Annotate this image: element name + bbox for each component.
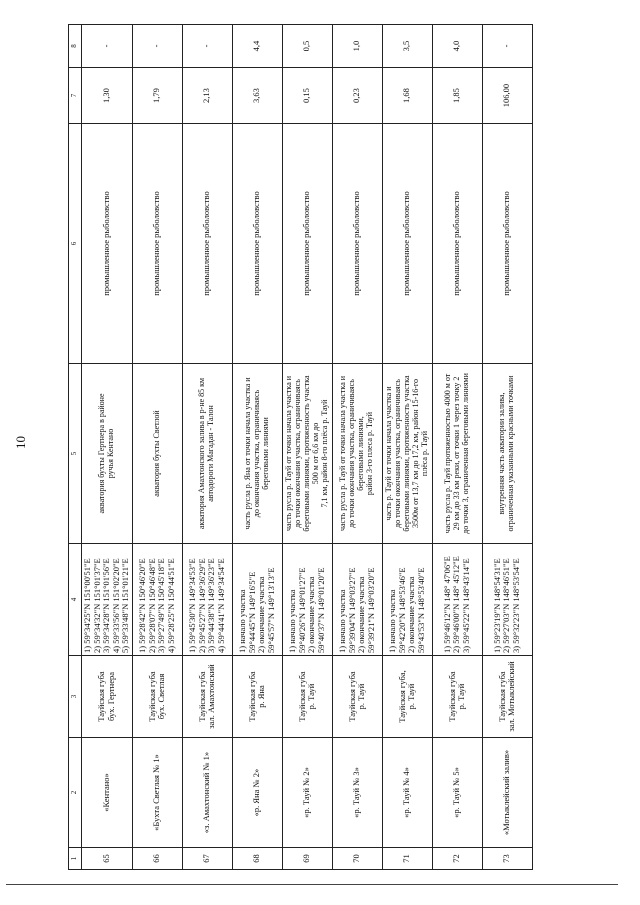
site-location-line: бух. Светлая	[156, 673, 167, 720]
site-name: «Бухта Светлая № 1»	[132, 738, 182, 848]
site-area: 1,79	[132, 68, 182, 124]
site-coordinates-line: 1) 59°45'30"N 149°34'53"E	[187, 558, 198, 653]
site-coordinates	[482, 544, 532, 656]
site-location-line: Тауйская губа	[446, 671, 457, 722]
site-coordinates-line: 2) 59°27'03"N 148°46'51"E	[501, 558, 512, 653]
site-description-line: 29 км до 33 км реки, от точки 1 через точку 2	[451, 376, 461, 531]
site-description-line: береговыми линиями,	[356, 416, 366, 491]
table-row	[132, 25, 182, 870]
site-purpose: промышленное рыболовство	[182, 124, 232, 364]
site-coordinates-line: 59°43'53"N 148°53'40"E	[415, 567, 426, 653]
site-description-line: часть русла р. Тауй протяженностью 4000 м от	[442, 373, 452, 534]
site-location	[82, 656, 133, 738]
site-coordinates-line: 4) 59°28'25"N 150°44'51"E	[165, 558, 176, 653]
site-coordinates-line: 2) окончание участка	[406, 576, 417, 653]
site-coordinates-line: 1) начало участка	[387, 589, 398, 653]
site-length: 1,0	[332, 25, 382, 68]
site-area: 0,23	[332, 68, 382, 124]
site-name: «р. Тауй № 3»	[332, 738, 382, 848]
column-number-8: 8	[69, 25, 82, 68]
table-body	[82, 25, 533, 870]
site-description-line: 7,1 км, район 8-го плёса р. Тауй	[319, 399, 329, 508]
table-row	[382, 25, 432, 870]
site-location	[382, 656, 432, 738]
site-coordinates-line: 59°39'04"N 149°03'27"E	[346, 567, 357, 653]
site-location-line: р. Тауй	[406, 683, 417, 710]
site-coordinates-line: 2) 59°46'00"N 148° 45'12"E	[451, 556, 462, 653]
column-number-7: 7	[69, 68, 82, 124]
site-length: 3,5	[382, 25, 432, 68]
site-length: -	[482, 25, 532, 68]
site-description-line: ограниченная указанными красными точками	[506, 375, 516, 532]
site-description-line: акватория бухты Светлой	[151, 410, 161, 497]
site-coordinates-line: 4) 59°44'41"N 149°34'54"E	[215, 558, 226, 653]
site-coordinates-line: 1) 59°23'19"N 148°54'31"E	[491, 558, 502, 653]
site-description-line: 3500м от 13,7 км до 17,2 км, район 15-16-го	[410, 379, 420, 528]
site-coordinates-line: 5) 59°33'48"N 151°01'21"E	[120, 558, 131, 653]
site-location-line: р. Тауй	[306, 683, 317, 710]
column-number-row	[69, 25, 82, 870]
site-description-line: район 3-го плеса р. Тауй	[365, 411, 375, 496]
site-coordinates-line: 3) 59°44'38"N 149°36'23"E	[206, 558, 217, 653]
site-name: «р. Тауй № 2»	[282, 738, 332, 848]
site-purpose: промышленное рыболовство	[332, 124, 382, 364]
site-length: -	[182, 25, 232, 68]
site-description-line: ручья Кентано	[105, 428, 115, 479]
site-description-line: часть р. Тауй от точки начала участка и	[383, 386, 393, 521]
site-location-line: Тауйская губа	[196, 671, 207, 722]
table-row	[332, 25, 382, 870]
site-location-line: Тауйская губа	[296, 671, 307, 722]
site-description-line: внутренняя часть акватории залива,	[497, 392, 507, 515]
column-number-6: 6	[69, 124, 82, 364]
site-name: «з. Амахтонский № 1»	[182, 738, 232, 848]
site-location-line: р. Тауй	[456, 683, 467, 710]
site-name: «Кентано»	[82, 738, 133, 848]
site-coordinates-line: 4) 59°33'56"N 151°02'20"E	[110, 558, 121, 653]
site-location-line: зал. Амахтонский	[206, 664, 217, 729]
site-coordinates-line: 1) начало участка	[237, 589, 248, 653]
row-number: 65	[82, 848, 133, 870]
site-purpose: промышленное рыболовство	[132, 124, 182, 364]
site-location-line: зал. Мотыклейский	[506, 661, 517, 732]
site-purpose: промышленное рыболовство	[482, 124, 532, 364]
site-area: 3,63	[232, 68, 282, 124]
site-description-line: акватория бухты Гертнера в районе	[96, 393, 106, 514]
column-number-4: 4	[69, 544, 82, 656]
site-location-line: Тауйская губа	[346, 671, 357, 722]
site-description	[282, 364, 332, 544]
site-location	[482, 656, 532, 738]
site-purpose: промышленное рыболовство	[232, 124, 282, 364]
site-description-line: до точки 3, ограниченная береговыми линиями	[460, 373, 470, 534]
site-location-line: Тауйская губа	[96, 671, 107, 722]
site-area: 2,13	[182, 68, 232, 124]
site-length: 0,5	[282, 25, 332, 68]
site-purpose: промышленное рыболовство	[282, 124, 332, 364]
site-location	[232, 656, 282, 738]
site-coordinates-line: 3) 59°27'49"N 150°45'18"E	[156, 558, 167, 653]
site-coordinates	[332, 544, 382, 656]
site-location	[132, 656, 182, 738]
site-coordinates-line: 59°42'20"N 148°53'46"E	[396, 567, 407, 653]
site-description-line: до точки окончания участка, ограничиваясь	[347, 379, 357, 528]
site-description-line: береговыми линиями, протяженность участка	[301, 375, 311, 532]
site-name: «Мотыклейский залив»	[482, 738, 532, 848]
site-name: «р. Тауй № 5»	[432, 738, 482, 848]
site-coordinates-line: 3) 59°32'23"N 148°53'54"E	[510, 558, 521, 653]
site-coordinates-line: 59°44'45"N 149°16'5"E	[246, 571, 257, 653]
site-location-line: р. Яна	[256, 685, 267, 708]
site-coordinates-line: 1) 59°28'42"N 150°46'20"E	[137, 558, 148, 653]
row-number: 68	[232, 848, 282, 870]
page-number: 10	[13, 436, 28, 449]
site-coordinates-line: 1) 59°46'12"N 148° 47'06"E	[441, 556, 452, 653]
site-coordinates-line: 2) 59°45'27"N 149°36'29"E	[196, 558, 207, 653]
site-description-line: до точки окончания участка, ограничиваясь	[392, 379, 402, 528]
site-description	[482, 364, 532, 544]
table-row	[232, 25, 282, 870]
site-description	[182, 364, 232, 544]
site-coordinates-line: 2) окончание участка	[256, 576, 267, 653]
site-coordinates-line: 59°40'37"N 149°01'20"E	[315, 567, 326, 653]
site-description	[82, 364, 133, 544]
site-coordinates	[282, 544, 332, 656]
column-number-2: 2	[69, 738, 82, 848]
site-coordinates	[382, 544, 432, 656]
site-length: -	[82, 25, 133, 68]
row-number: 70	[332, 848, 382, 870]
site-coordinates-line: 2) 59°34'32"N 151°01'37"E	[91, 558, 102, 653]
site-description-line: плёса р. Тауй	[419, 430, 429, 477]
site-coordinates-line: 1) начало участка	[337, 589, 348, 653]
site-description	[382, 364, 432, 544]
site-coordinates-line: 3) 59°45'22"N 148°43'14"E	[460, 558, 471, 653]
table-row	[82, 25, 133, 870]
site-area: 1,30	[82, 68, 133, 124]
site-location-line: Тауйская губа	[246, 671, 257, 722]
rotated-page	[68, 25, 588, 870]
site-area: 106,00	[482, 68, 532, 124]
footer-rule	[6, 884, 618, 885]
site-description-line: до окончания участка, ограничиваясь	[251, 389, 261, 518]
site-area: 1,85	[432, 68, 482, 124]
site-length: -	[132, 25, 182, 68]
site-coordinates	[132, 544, 182, 656]
row-number: 72	[432, 848, 482, 870]
site-coordinates	[182, 544, 232, 656]
table-row	[282, 25, 332, 870]
site-coordinates	[82, 544, 133, 656]
site-description-line: часть русла р. Яна от точки начала участка и	[242, 377, 252, 530]
site-location-line: Тауйская губа,	[396, 670, 407, 723]
site-description-line: часть русла р. Тауй от точки начала участка и	[283, 375, 293, 532]
site-purpose: промышленное рыболовство	[382, 124, 432, 364]
site-location-line: р. Тауй	[356, 683, 367, 710]
site-description-line: береговыми линиями	[260, 417, 270, 490]
row-number: 66	[132, 848, 182, 870]
site-coordinates	[232, 544, 282, 656]
site-coordinates-line: 2) 59°28'07"N 150°46'48"E	[146, 558, 157, 653]
row-number: 67	[182, 848, 232, 870]
site-area: 1,68	[382, 68, 432, 124]
site-purpose: промышленное рыболовство	[82, 124, 133, 364]
site-description-line: до точки окончания участка, ограничиваясь	[292, 379, 302, 528]
site-coordinates-line: 59°39'21"N 149°03'20"E	[365, 567, 376, 653]
column-number-5: 5	[69, 364, 82, 544]
table-row	[482, 25, 532, 870]
site-location	[332, 656, 382, 738]
site-description-line: 500 м от 6,6 км до	[310, 422, 320, 485]
site-area: 0,15	[282, 68, 332, 124]
site-coordinates-line: 59°40'26"N 149°01'27"E	[296, 567, 307, 653]
site-coordinates-line: 1) начало участка	[287, 589, 298, 653]
site-description	[432, 364, 482, 544]
site-coordinates-line: 2) окончание участка	[306, 576, 317, 653]
site-location-line: Тауйская губа	[496, 671, 507, 722]
site-name: «р. Тауй № 4»	[382, 738, 432, 848]
site-location-line: Тауйская губа	[146, 671, 157, 722]
site-coordinates-line: 59°45'57"N 149°13'13"E	[265, 567, 276, 653]
row-number: 73	[482, 848, 532, 870]
site-coordinates-line: 1) 59°34'25"N 151°00'51"E	[82, 558, 92, 653]
site-name: «р. Яна № 2»	[232, 738, 282, 848]
row-number: 71	[382, 848, 432, 870]
row-number: 69	[282, 848, 332, 870]
site-description-line: часть русла р. Тауй от точки начала участка и	[338, 375, 348, 532]
site-location	[432, 656, 482, 738]
column-number-3: 3	[69, 656, 82, 738]
fishing-sites-table	[68, 24, 533, 870]
site-location	[282, 656, 332, 738]
site-location	[182, 656, 232, 738]
site-length: 4,0	[432, 25, 482, 68]
site-description-line: автодороги Магадан - Талон	[206, 405, 216, 502]
site-coordinates-line: 3) 59°34'28"N 151°01'56"E	[101, 558, 112, 653]
table-row	[432, 25, 482, 870]
site-description	[232, 364, 282, 544]
site-coordinates	[432, 544, 482, 656]
site-description-line: акватория Амахтонского залива в р-не 85 км	[197, 377, 207, 530]
site-description-line: береговыми линиями, протяженность участка	[401, 375, 411, 532]
site-location-line: бух. Гертнера	[105, 672, 116, 721]
site-description	[332, 364, 382, 544]
column-number-1: 1	[69, 848, 82, 870]
site-coordinates-line: 2) окончание участка	[356, 576, 367, 653]
table-row	[182, 25, 232, 870]
site-length: 4,4	[232, 25, 282, 68]
site-description	[132, 364, 182, 544]
site-purpose: промышленное рыболовство	[432, 124, 482, 364]
